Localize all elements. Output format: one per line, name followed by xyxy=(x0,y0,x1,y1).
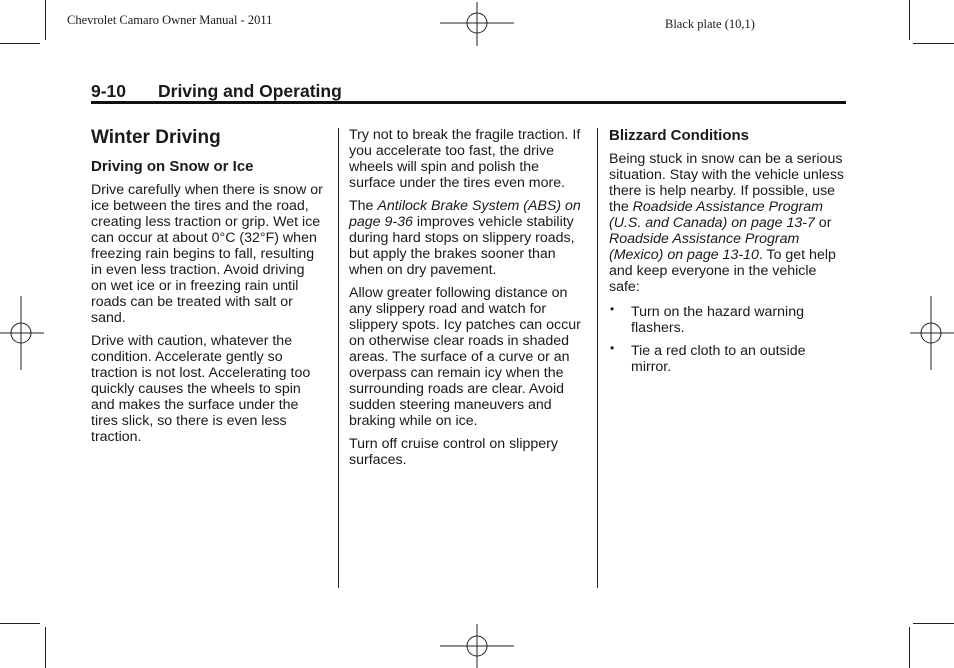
crop-mark xyxy=(0,43,40,44)
registration-mark-icon xyxy=(0,296,44,370)
list-item xyxy=(609,304,845,336)
bullet-icon: • xyxy=(610,302,615,316)
paragraph: Try not to break the fragile traction. If you accelerate too fast, the drive wheels will spin and polish the surface under the tires even more. xyxy=(349,127,581,191)
column-divider xyxy=(597,128,598,588)
text: The xyxy=(349,198,378,214)
text: improves vehicle stability during hard stops on slippery roads, but apply the brakes sooner than when on dry pavement. xyxy=(349,214,575,278)
column-1 xyxy=(91,127,323,452)
paragraph: Turn off cruise control on slippery surfaces. xyxy=(349,436,558,468)
paragraph xyxy=(349,198,585,278)
cross-reference-link[interactable]: Antilock Brake System (ABS) on page 9-36 xyxy=(349,198,581,230)
column-3 xyxy=(609,127,845,382)
registration-mark-icon xyxy=(440,2,514,46)
crop-mark xyxy=(913,623,954,624)
list-item-text: Tie a red cloth to an outside mirror. xyxy=(631,343,806,375)
list-item-text: Turn on the hazard warning flashers. xyxy=(631,304,804,336)
crop-mark xyxy=(913,43,954,44)
subheading: Blizzard Conditions xyxy=(609,127,749,144)
paragraph: Allow greater following distance on any slippery road and watch for slippery spots. Icy patches can occur on otherwise clear roads in shaded areas. The surface of a curve or an overpass can remain icy when the surrounding roads are clear. Avoid sudden steering maneuvers and braking while on ice. xyxy=(349,285,581,429)
crop-mark xyxy=(45,627,46,668)
column-divider xyxy=(338,128,339,588)
bullet-icon: • xyxy=(610,341,615,355)
section-header xyxy=(91,81,342,102)
crop-mark xyxy=(909,0,910,40)
list-item xyxy=(609,343,845,375)
registration-mark-icon xyxy=(910,296,954,370)
section-rule xyxy=(91,101,846,104)
column-2 xyxy=(349,127,585,475)
crop-mark xyxy=(45,0,46,40)
section-title: Driving and Operating xyxy=(158,81,342,101)
page-number: 9-10 xyxy=(91,81,127,101)
paragraph: Drive carefully when there is snow or ice between the tires and the road, creating less traction or grip. Wet ice can occur at about 0°C (32°F) when freezing rain begins to fall, resulting in even less traction. Avoid driving on wet ice or in freezing rain until roads can be treated with salt or sand. xyxy=(91,182,323,326)
text: Being stuck in snow can be a serious situation. Stay with the vehicle unless there is help nearby. If possible, use the xyxy=(609,151,845,215)
cross-reference-link[interactable]: Roadside Assistance Program (Mexico) on page 13-10 xyxy=(609,231,800,263)
cross-reference-link[interactable]: Roadside Assistance Program (U.S. and Canada) on page 13-7 xyxy=(609,199,823,231)
text: . To get help and keep everyone in the vehicle safe: xyxy=(609,247,836,295)
paragraph xyxy=(609,151,845,295)
paragraph: Drive with caution, whatever the condition. Accelerate gently so traction is not lost. Accelerating too quickly causes the wheels to spin and makes the surface under the tires slick, so there is even less traction. xyxy=(91,333,311,445)
page-title: Winter Driving xyxy=(91,127,221,148)
text: or xyxy=(814,215,832,231)
crop-mark xyxy=(0,623,40,624)
manual-title: Chevrolet Camaro Owner Manual - 2011 xyxy=(67,13,273,27)
registration-mark-icon xyxy=(440,624,514,668)
subheading: Driving on Snow or Ice xyxy=(91,158,254,175)
plate-label: Black plate (10,1) xyxy=(665,17,755,31)
crop-mark xyxy=(909,627,910,668)
